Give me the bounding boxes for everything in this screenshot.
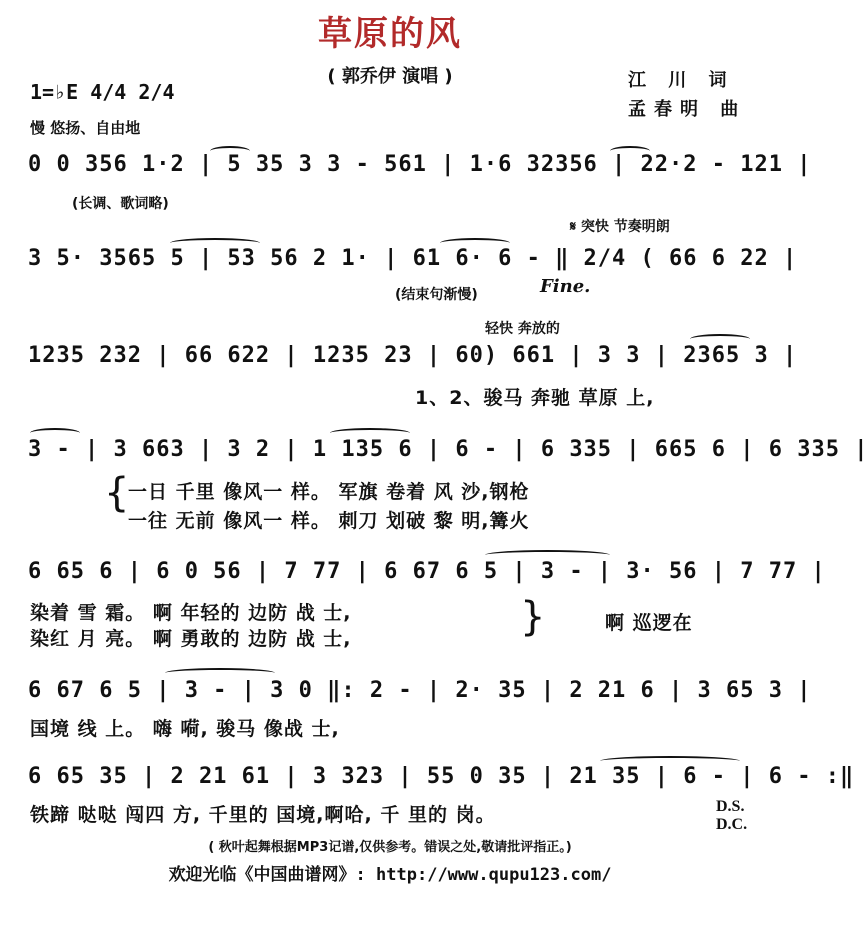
tempo-marking: 慢 悠扬、自由地 (30, 119, 141, 137)
notation-line-2: 3 5· 3565 5 | 53 56 2 1· | 61 6· 6 - ‖ 2/4 ( 66 6 22 | (28, 246, 798, 271)
slur-mark (600, 756, 740, 766)
notation-line-4: 3 - | 3 663 | 3 2 | 1 135 6 | 6 - | 6 335 | 665 6 | 6 335 | (28, 437, 868, 462)
lyricist-credit: 江 川 词 (628, 70, 735, 91)
slur-mark (610, 146, 650, 156)
slur-mark (690, 334, 750, 344)
composer-credit: 孟春明 曲 (628, 99, 747, 120)
line-5-lyrics-verse-1: 染着 雪 霜。 啊 年轻的 边防 战 士, (30, 602, 352, 624)
line-3-instruction: 轻快 奔放的 (485, 321, 560, 337)
line-2-remark: (结束句渐慢) (395, 287, 478, 303)
song-title: 草原的风 (318, 14, 462, 54)
notation-line-1: 0 0 356 1·2 | 5 35 3 3 - 561 | 1·6 32356 | 22·2 - 121 | (28, 152, 812, 177)
notation-line-5: 6 65 6 | 6 0 56 | 7 77 | 6 67 6 5 | 3 - | 3· 56 | 7 77 | (28, 559, 826, 584)
notation-line-3: 1235 232 | 66 622 | 1235 23 | 60) 661 | 3 3 | 2365 3 | (28, 343, 798, 368)
slur-mark (485, 550, 610, 560)
notation-line-7: 6 65 35 | 2 21 61 | 3 323 | 55 0 35 | 21 35 | 6 - | 6 - :‖ (28, 764, 855, 789)
line-5-lyrics-verse-2: 染红 月 亮。 啊 勇敢的 边防 战 士, (30, 628, 352, 650)
key-signature: 1=♭E 4/4 2/4 (30, 80, 175, 104)
site-footer: 欢迎光临《中国曲谱网》: http://www.qupu123.com/ (168, 865, 612, 885)
line-7-lyrics: 铁蹄 哒哒 闯四 方, 千里的 国境,啊哈, 千 里的 岗。 (30, 804, 496, 826)
slur-mark (170, 238, 260, 248)
notation-line-6: 6 67 6 5 | 3 - | 3 0 ‖: 2 - | 2· 35 | 2 21 6 | 3 65 3 | (28, 678, 812, 703)
line-5-side-lyric: 啊 巡逻在 (605, 612, 693, 634)
line-6-lyrics: 国境 线 上。 嗨 嗬, 骏马 像战 士, (30, 718, 340, 740)
singer-credit: ( 郭乔伊 演唱 ) (327, 66, 453, 87)
line-4-lyrics-verse-1: 一日 千里 像风一 样。 军旗 卷着 风 沙,钢枪 (128, 481, 530, 503)
slur-mark (210, 146, 250, 156)
line-3-lyrics: 1、2、骏马 奔驰 草原 上, (415, 387, 655, 409)
line-2-instruction: 𝄋 突快 节奏明朗 (570, 219, 670, 235)
slur-mark (440, 238, 510, 248)
line-1-remark: (长调、歌词略) (72, 196, 169, 212)
slur-mark (30, 428, 80, 438)
verse-brace: { (104, 470, 130, 516)
slur-mark (330, 428, 410, 438)
transcription-note: ( 秋叶起舞根据MP3记谱,仅供参考。错误之处,敬请批评指正。) (208, 840, 572, 855)
line-4-lyrics-verse-2: 一往 无前 像风一 样。 刺刀 划破 黎 明,篝火 (128, 510, 530, 532)
slur-mark (165, 668, 275, 678)
verse-brace-right: } (520, 594, 546, 640)
dc-mark: D.C. (716, 816, 748, 833)
ds-mark: D.S. (716, 798, 745, 815)
fine-mark: Fine. (540, 276, 591, 297)
